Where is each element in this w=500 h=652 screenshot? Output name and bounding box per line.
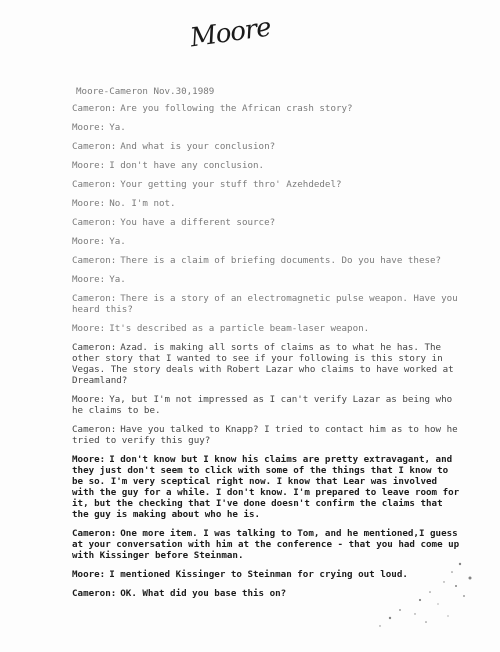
speaker: Cameron: <box>72 528 117 539</box>
utterance: There is a story of an electromagnetic pulse weapon. Have you heard this? <box>72 293 458 315</box>
utterance: It's described as a particle beam-laser weapon. <box>109 323 370 334</box>
transcript-turn <box>72 323 462 334</box>
speaker: Cameron: <box>72 342 117 353</box>
transcript-turn <box>72 424 462 446</box>
transcript-turn <box>72 217 462 228</box>
transcript-turn <box>72 122 462 133</box>
transcript-turn <box>72 160 462 171</box>
speaker: Cameron: <box>72 103 117 114</box>
utterance: Have you talked to Knapp? I tried to contact him as to how he tried to verify this guy? <box>72 424 458 446</box>
utterance: And what is your conclusion? <box>120 141 276 152</box>
utterance: You have a different source? <box>120 217 276 228</box>
utterance: I mentioned Kissinger to Steinman for crying out loud. <box>109 569 408 580</box>
transcript-turn <box>72 255 462 266</box>
speaker: Cameron: <box>72 255 117 266</box>
utterance: Your getting your stuff thro' Azehdedel? <box>120 179 342 190</box>
speaker: Cameron: <box>72 588 117 599</box>
utterance: Ya. <box>109 274 126 285</box>
utterance: Ya. <box>109 122 126 133</box>
speaker: Moore: <box>72 198 106 209</box>
handwritten-note: Moore <box>188 12 273 54</box>
scan-noise <box>360 552 480 632</box>
utterance: One more item. I was talking to Tom, and he mentioned,I guess at your conversation with him at the conference - that you had come up with Kissinger before Steinman. <box>72 528 460 561</box>
transcript-turn <box>72 198 462 209</box>
transcript-turn <box>72 293 462 315</box>
transcript-turn <box>72 394 462 416</box>
utterance: I don't know but I know his claims are pretty extravagant, and they just don't seem to click with some of the things that I know to be so. I'm very sceptical right now. I know that Lear was involved with the guy for a while. I don't know. I'm prepared to leave room for it, but the checking that I've done doesn't confirm the claims that the guy is making about who he is. <box>72 454 460 520</box>
speaker: Moore: <box>72 274 106 285</box>
speaker: Cameron: <box>72 293 117 304</box>
speaker: Moore: <box>72 394 106 405</box>
utterance: Ya. <box>109 236 126 247</box>
utterance: I don't have any conclusion. <box>109 160 265 171</box>
speaker: Moore: <box>72 569 106 580</box>
utterance: Ya, but I'm not impressed as I can't verify Lazar as being who he claims to be. <box>72 394 453 416</box>
transcript-turn <box>72 236 462 247</box>
transcript-turn <box>72 103 462 114</box>
transcript <box>72 86 462 607</box>
speaker: Cameron: <box>72 217 117 228</box>
speaker: Cameron: <box>72 141 117 152</box>
transcript-turn <box>72 342 462 386</box>
transcript-turn <box>72 274 462 285</box>
utterance: Azad. is making all sorts of claims as to what he has. The other story that I wanted to see if your following is this story in Vegas. The story deals with Robert Lazar who claims to have worked at Dreamland? <box>72 342 454 386</box>
utterance: No. I'm not. <box>109 198 176 209</box>
speaker: Cameron: <box>72 424 117 435</box>
transcript-turn <box>72 141 462 152</box>
speaker: Moore: <box>72 160 106 171</box>
speaker: Cameron: <box>72 179 117 190</box>
transcript-turn <box>72 179 462 190</box>
speaker: Moore: <box>72 454 106 465</box>
utterance: OK. What did you base this on? <box>120 588 287 599</box>
transcript-turn <box>72 454 462 520</box>
transcript-header: Moore-Cameron Nov.30,1989 <box>76 86 215 97</box>
utterance: There is a claim of briefing documents. Do you have these? <box>120 255 442 266</box>
speaker: Moore: <box>72 236 106 247</box>
speaker: Moore: <box>72 122 106 133</box>
utterance: Are you following the African crash story? <box>120 103 353 114</box>
speaker: Moore: <box>72 323 106 334</box>
